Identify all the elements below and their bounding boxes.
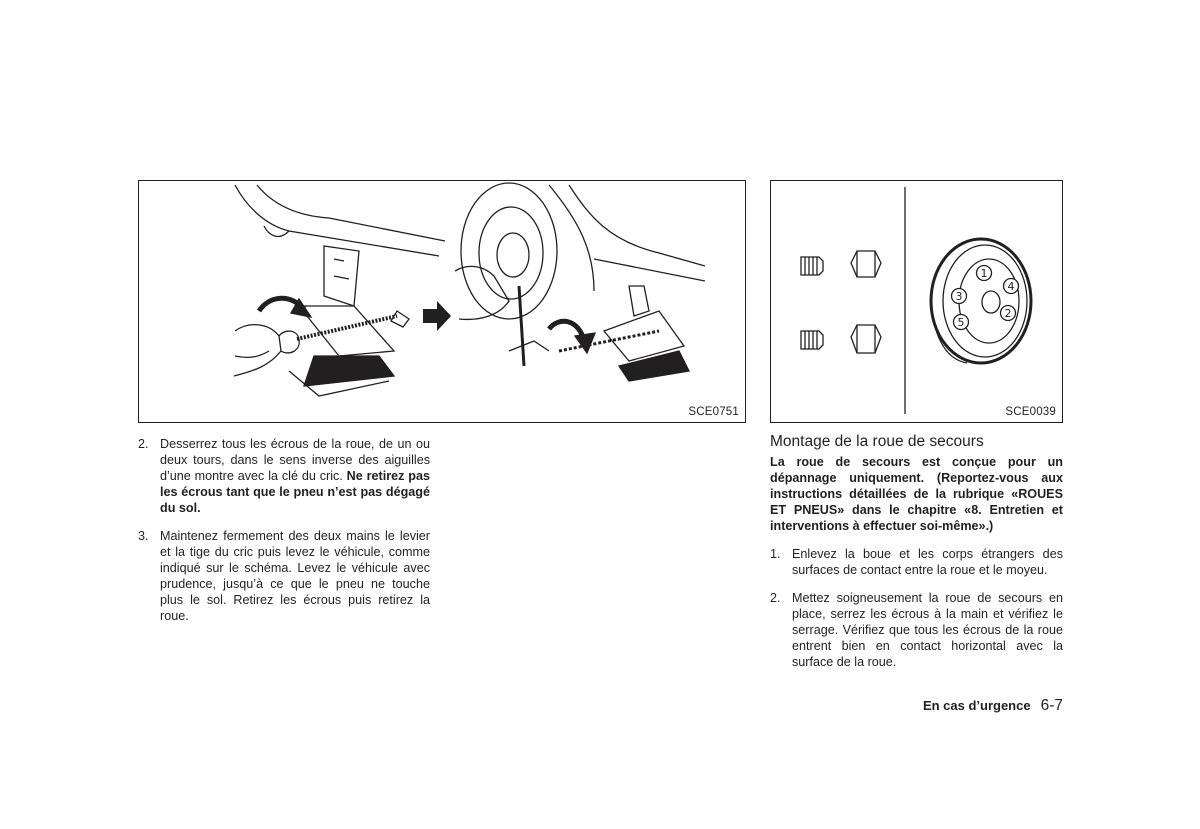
figure-code: SCE0751 bbox=[688, 406, 739, 418]
step-3 bbox=[138, 528, 430, 624]
page-footer bbox=[880, 697, 1063, 715]
step-number: 3. bbox=[138, 529, 149, 543]
figure-code: SCE0039 bbox=[1005, 406, 1056, 418]
nut-number-2: 2 bbox=[1004, 307, 1012, 320]
step-number: 2. bbox=[138, 437, 149, 451]
right-column bbox=[770, 432, 1063, 682]
step-body: Desserrez tous les écrous de la roue, de un ou deux tours, dans le sens inverse des aiguilles d’une montre avec la clé du cric. bbox=[160, 437, 430, 483]
step-number: 1. bbox=[770, 547, 781, 561]
direction-arrow-icon bbox=[423, 301, 451, 331]
step-2 bbox=[770, 590, 1063, 670]
step-2 bbox=[138, 436, 430, 516]
step-text bbox=[160, 436, 430, 516]
step-number: 2. bbox=[770, 591, 781, 605]
page-number: 6-7 bbox=[1040, 697, 1063, 714]
nut-number-1: 1 bbox=[980, 267, 988, 280]
footer-section: En cas d’urgence bbox=[922, 698, 1031, 713]
wheel-nut-illustration bbox=[770, 180, 1063, 423]
left-column bbox=[138, 436, 430, 636]
step-text: Enlevez la boue et les corps étrangers des surfaces de contact entre la roue et le moyeu. bbox=[792, 547, 1063, 577]
nut-number-3: 3 bbox=[955, 290, 963, 303]
spare-wheel-notice: La roue de secours est conçue pour un dépannage uniquement. (Reportez-vous aux instructions détaillées de la rubrique «ROUES ET PNEUS» dans le chapitre «8. Entretien et interventions à effectuer soi-même».) bbox=[770, 455, 1063, 533]
step-1 bbox=[770, 546, 1063, 578]
step-text: Mettez soigneusement la roue de secours en place, serrez les écrous à la main et vérifiez le serrage. Vérifiez que tous les écrous de la roue entrent bien en contact horizontal avec la surface de la roue. bbox=[792, 591, 1063, 669]
jack-drawing bbox=[139, 181, 745, 422]
nut-sequence-drawing bbox=[771, 181, 1062, 422]
section-title: Montage de la roue de secours bbox=[770, 433, 984, 450]
jack-illustration bbox=[138, 180, 746, 423]
nut-number-4: 4 bbox=[1007, 280, 1015, 293]
step-text: Maintenez fermement des deux mains le levier et la tige du cric puis levez le véhicule, comme indiqué sur le schéma. Levez le véhicule avec prudence, jusqu’à ce que le pneu ne touche plus le sol. Retirez les écrous puis retirez la roue. bbox=[160, 529, 430, 623]
nut-number-5: 5 bbox=[957, 316, 965, 329]
step-warning: Ne retirez pas les écrous tant que le pneu n’est pas dégagé du sol. bbox=[160, 469, 430, 515]
